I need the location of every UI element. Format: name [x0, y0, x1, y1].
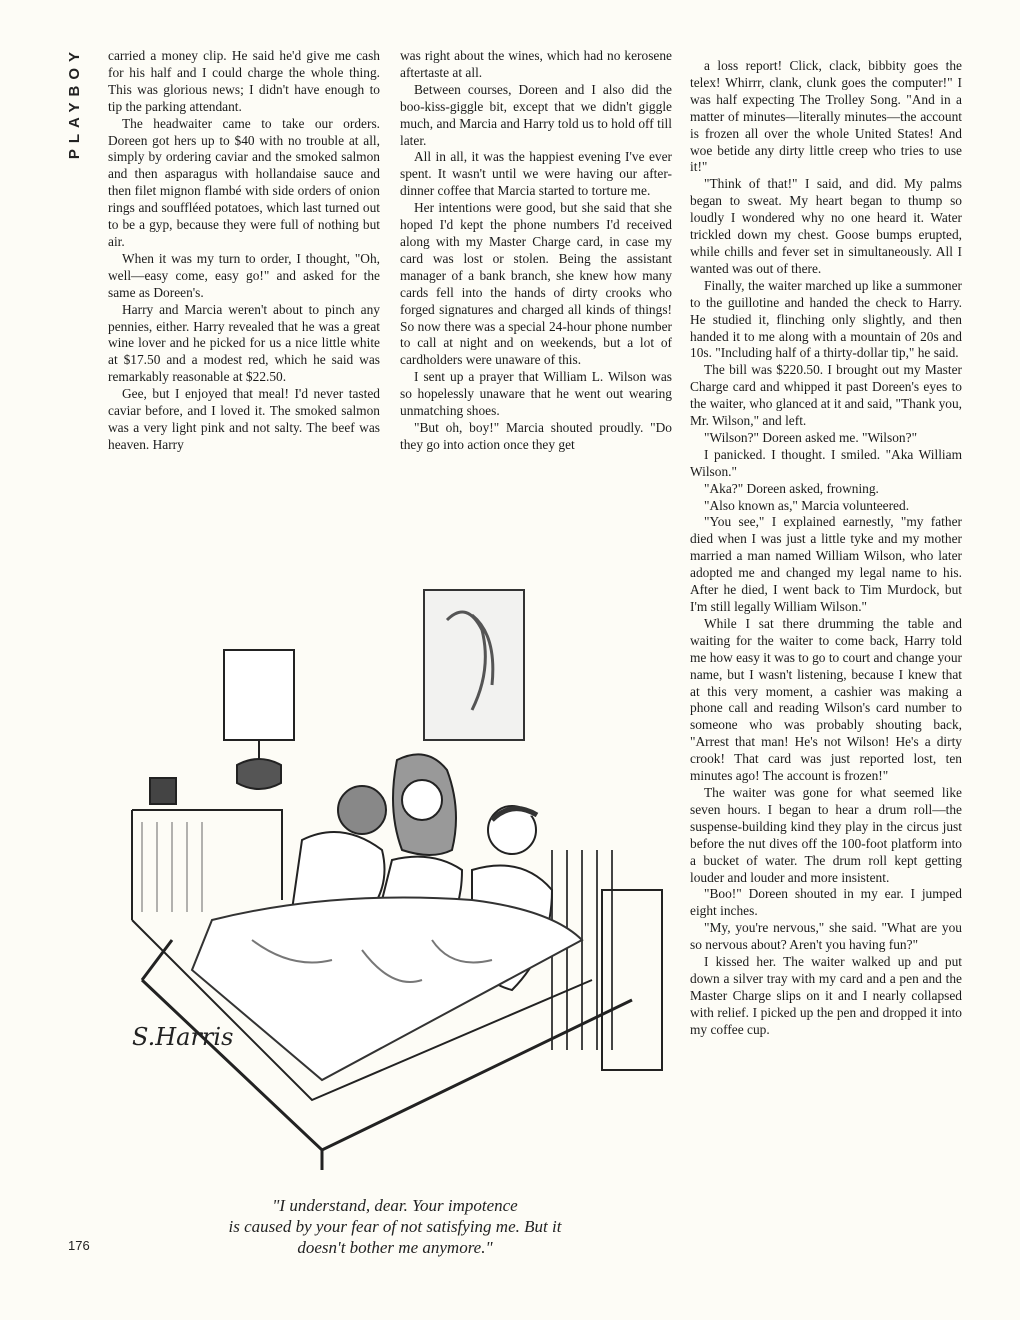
caption-line: is caused by your fear of not satisfying me. But it: [228, 1217, 562, 1236]
paragraph: "My, you're nervous," she said. "What are you so nervous about? Aren't you having fun?": [690, 920, 962, 953]
text-column-3: [690, 58, 962, 1039]
cartoon-signature: S.Harris: [132, 1023, 234, 1051]
cartoon-illustration: [112, 560, 672, 1180]
caption-line: doesn't bother me anymore.": [297, 1238, 493, 1257]
lamp: [224, 650, 294, 789]
paragraph: The bill was $220.50. I brought out my Master Charge card and whipped it past Doreen's eyes to the waiter, who glanced at it and said, "Thank you, Mr. Wilson," and left.: [690, 362, 962, 429]
paragraph: "Also known as," Marcia volunteered.: [704, 497, 910, 513]
paragraph: a loss report! Click, clack, bibbity goes the telex! Whirrr, clank, clunk goes the computer!" I was half expecting The Trolley Song. "And in a matter of minutes—literally minutes—the account is frozen all over the whole United States! And woe betide any dirty little creep who tries to use it!": [690, 58, 962, 175]
paragraph: While I sat there drumming the table and waiting for the waiter to come back, Harry told me how easy it was to go to court and change your name, but I wasn't listening, because I knew that at this very moment, a cashier was making a phone call and reading Wilson's card number to someone who was probably shouting back, "Arrest that man! He's not Wilson! He's a dirty crook! That card was just reported lost, ten minutes ago! The account is frozen!": [690, 615, 962, 784]
paragraph: Harry and Marcia weren't about to pinch any pennies, either. Harry revealed that he was a great wine lover and he picked for us a nice little white at $17.50 and a modest red, which he said was remarkably reasonable at $22.50.: [108, 301, 380, 385]
cartoon-caption: [210, 1195, 580, 1258]
paragraph: "Wilson?" Doreen asked me. "Wilson?": [704, 429, 918, 445]
paragraph: Between courses, Doreen and I also did the boo-kiss-giggle bit, except that we didn't giggle much, and Marcia and Harry told us to hold off till later.: [400, 81, 672, 148]
text-column-1: [108, 48, 380, 454]
paragraph: I kissed her. The waiter walked up and put down a silver tray with my card and a pen and the Master Charge slips on it and I nearly collapsed with relief. I picked up the pen and dropped it into my coffee cup.: [690, 954, 962, 1037]
paragraph: Gee, but I enjoyed that meal! I'd never tasted caviar before, and I loved it. The smoked salmon was a very light pink and not salty. The beef was heaven. Harry: [108, 386, 380, 452]
magazine-label: PLAYBOY: [66, 46, 83, 160]
paragraph: "Boo!" Doreen shouted in my ear. I jumped eight inches.: [690, 886, 962, 919]
paragraph: When it was my turn to order, I thought, "Oh, well—easy come, easy go!" and asked for the same as Doreen's.: [108, 250, 380, 300]
paragraph: Finally, the waiter marched up like a summoner to the guillotine and handed the check to Harry. He studied it, flinching only slightly, and then handed it to me along with a mountain of 20s and 10s. "Including half of a thirty-dollar tip," he said.: [690, 277, 962, 361]
paragraph: The headwaiter came to take our orders. Doreen got hers up to $40 with no trouble at all, simply by ordering caviar and the smoked salmon and then asparagus with hollandaise sauce and then filet mignon flambé with side orders of onion rings and souffléed potatoes, which last turned out to be a gyp, because they were full of nothing but air.: [108, 115, 380, 249]
paragraph: Her intentions were good, but she said that she hoped I'd kept the phone numbers I'd received along with my Master Charge card, in case my card was lost or stolen. Being the assistant manager of a bank branch, she knew how many cards fell into the hands of dirty crooks who forged signatures and charged all kinds of things! So now there was a special 24-hour phone number to call at night and on weekends, but a lot of cardholders were unaware of this.: [400, 200, 672, 368]
paragraph: was right about the wines, which had no kerosene aftertaste at all.: [400, 48, 672, 80]
wall-painting: [424, 590, 524, 740]
paragraph: I sent up a prayer that William L. Wilson was so hopelessly unaware that he went out wearing unmatching shoes.: [400, 369, 672, 419]
paragraph: The waiter was gone for what seemed like seven hours. I began to hear a drum roll—the suspense-building kind they play in the circus just before the nut dives off the 100-foot platform into a bucket of water. The drum roll kept getting louder and louder and more insistent.: [690, 784, 962, 885]
paragraph: carried a money clip. He said he'd give me cash for his half and I could charge the whole thing. This was glorious news; I didn't have enough to tip the parking attendant.: [108, 48, 380, 114]
paragraph: I panicked. I thought. I smiled. "Aka William Wilson.": [690, 446, 962, 479]
text-column-2: [400, 48, 672, 454]
paragraph: "Think of that!" I said, and did. My palms began to sweat. My heart began to thump so loudly I wondered why no one heard it. Water trickled down my chest. Goose bumps erupted, while chills and fever set in simultaneously. All I wanted was out of there.: [690, 176, 962, 276]
caption-line: "I understand, dear. Your impotence: [272, 1196, 518, 1215]
paragraph: "Aka?" Doreen asked, frowning.: [704, 480, 879, 496]
nightstand: [132, 778, 282, 920]
paragraph: "You see," I explained earnestly, "my father died when I was just a little tyke and my mother married a man named William Wilson, who later adopted me and changed my legal name to his. After he died, I went back to Tim Murdock, but I'm still legally William Wilson.": [690, 514, 962, 614]
paragraph: All in all, it was the happiest evening I've ever spent. It wasn't until we were having our after-dinner coffee that Marcia started to torture me.: [400, 149, 672, 199]
page-number: 176: [68, 1238, 90, 1253]
paragraph: "But oh, boy!" Marcia shouted proudly. "Do they go into action once they get: [400, 419, 672, 452]
headboard: [552, 850, 662, 1070]
